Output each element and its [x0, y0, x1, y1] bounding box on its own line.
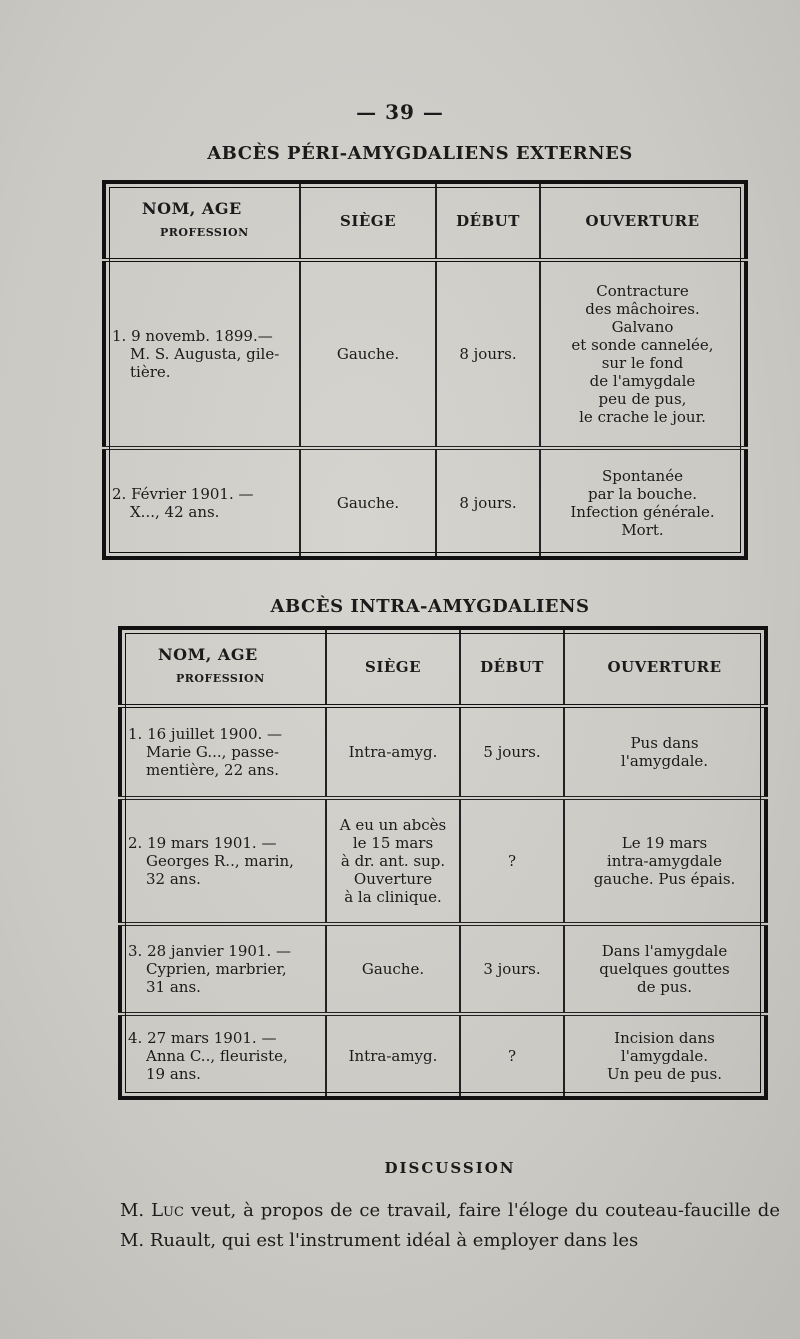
cell-ouverture: Spontanée par la bouche. Infection générale. Mort. [540, 448, 746, 558]
cell-nom: 1. 16 juillet 1900. — Marie G..., passe- mentière, 22 ans. [120, 706, 326, 798]
table-row [120, 706, 766, 798]
discussion-paragraph [120, 1196, 780, 1256]
table-row [104, 448, 746, 558]
table-row [120, 798, 766, 924]
table-row [120, 924, 766, 1014]
discussion-speaker: M. Luc [120, 1200, 184, 1221]
header-nom-age: NOM, AGE PROFESSION [120, 628, 326, 706]
cell-nom: 4. 27 mars 1901. — Anna C.., fleuriste, 19 ans. [128, 1029, 288, 1083]
header-siege: SIÈGE [326, 628, 460, 706]
table-row [104, 260, 746, 448]
cell-siege: Gauche. [326, 924, 460, 1014]
header-debut: DÉBUT [436, 182, 540, 260]
cell-ouverture: Incision dans l'amygdale. Un peu de pus. [564, 1014, 766, 1098]
table-intra-amygdaliens [118, 626, 768, 1100]
table-row [120, 1014, 766, 1098]
cell-debut: 5 jours. [460, 706, 564, 798]
table1-title: ABCÈS PÉRI-AMYGDALIENS EXTERNES [207, 143, 633, 164]
cell-debut: ? [460, 1014, 564, 1098]
table2-title: ABCÈS INTRA-AMYGDALIENS [270, 596, 590, 617]
cell-ouverture: Contracture des mâchoires. Galvano et sonde cannelée, sur le fond de l'amygdale peu de pus, le crache le jour. [540, 260, 746, 448]
header-debut: DÉBUT [460, 628, 564, 706]
cell-debut: 3 jours. [460, 924, 564, 1014]
cell-ouverture: Le 19 mars intra-amygdale gauche. Pus épais. [564, 798, 766, 924]
cell-nom: 2. Février 1901. — X..., 42 ans. [112, 485, 254, 521]
cell-siege: Intra-amyg. [326, 706, 460, 798]
cell-debut: ? [460, 798, 564, 924]
cell-nom: 1. 9 novemb. 1899.— M. S. Augusta, gile- tière. [104, 260, 300, 448]
page-number: — 39 — [356, 100, 444, 124]
discussion-heading: DISCUSSION [384, 1159, 516, 1177]
cell-nom: 2. 19 mars 1901. — Georges R.., marin, 32 ans. [120, 798, 326, 924]
discussion-body: veut, à propos de ce travail, faire l'éloge du couteau-faucille de M. Ruault, qui est l'instrument idéal à employer dans les [120, 1200, 780, 1251]
cell-siege: Intra-amyg. [326, 1014, 460, 1098]
table-peri-amygdaliens [102, 180, 748, 560]
cell-siege: A eu un abcès le 15 mars à dr. ant. sup. Ouverture à la clinique. [326, 798, 460, 924]
header-nom-age: NOM, AGE PROFESSION [104, 182, 300, 260]
cell-debut: 8 jours. [436, 448, 540, 558]
header-ouverture: OUVERTURE [540, 182, 746, 260]
header-siege: SIÈGE [300, 182, 436, 260]
cell-nom: 3. 28 janvier 1901. — Cyprien, marbrier, 31 ans. [120, 924, 326, 1014]
cell-ouverture: Dans l'amygdale quelques gouttes de pus. [564, 924, 766, 1014]
cell-debut: 8 jours. [436, 260, 540, 448]
header-ouverture: OUVERTURE [564, 628, 766, 706]
cell-siege: Gauche. [300, 448, 436, 558]
cell-ouverture: Pus dans l'amygdale. [564, 706, 766, 798]
cell-siege: Gauche. [300, 260, 436, 448]
